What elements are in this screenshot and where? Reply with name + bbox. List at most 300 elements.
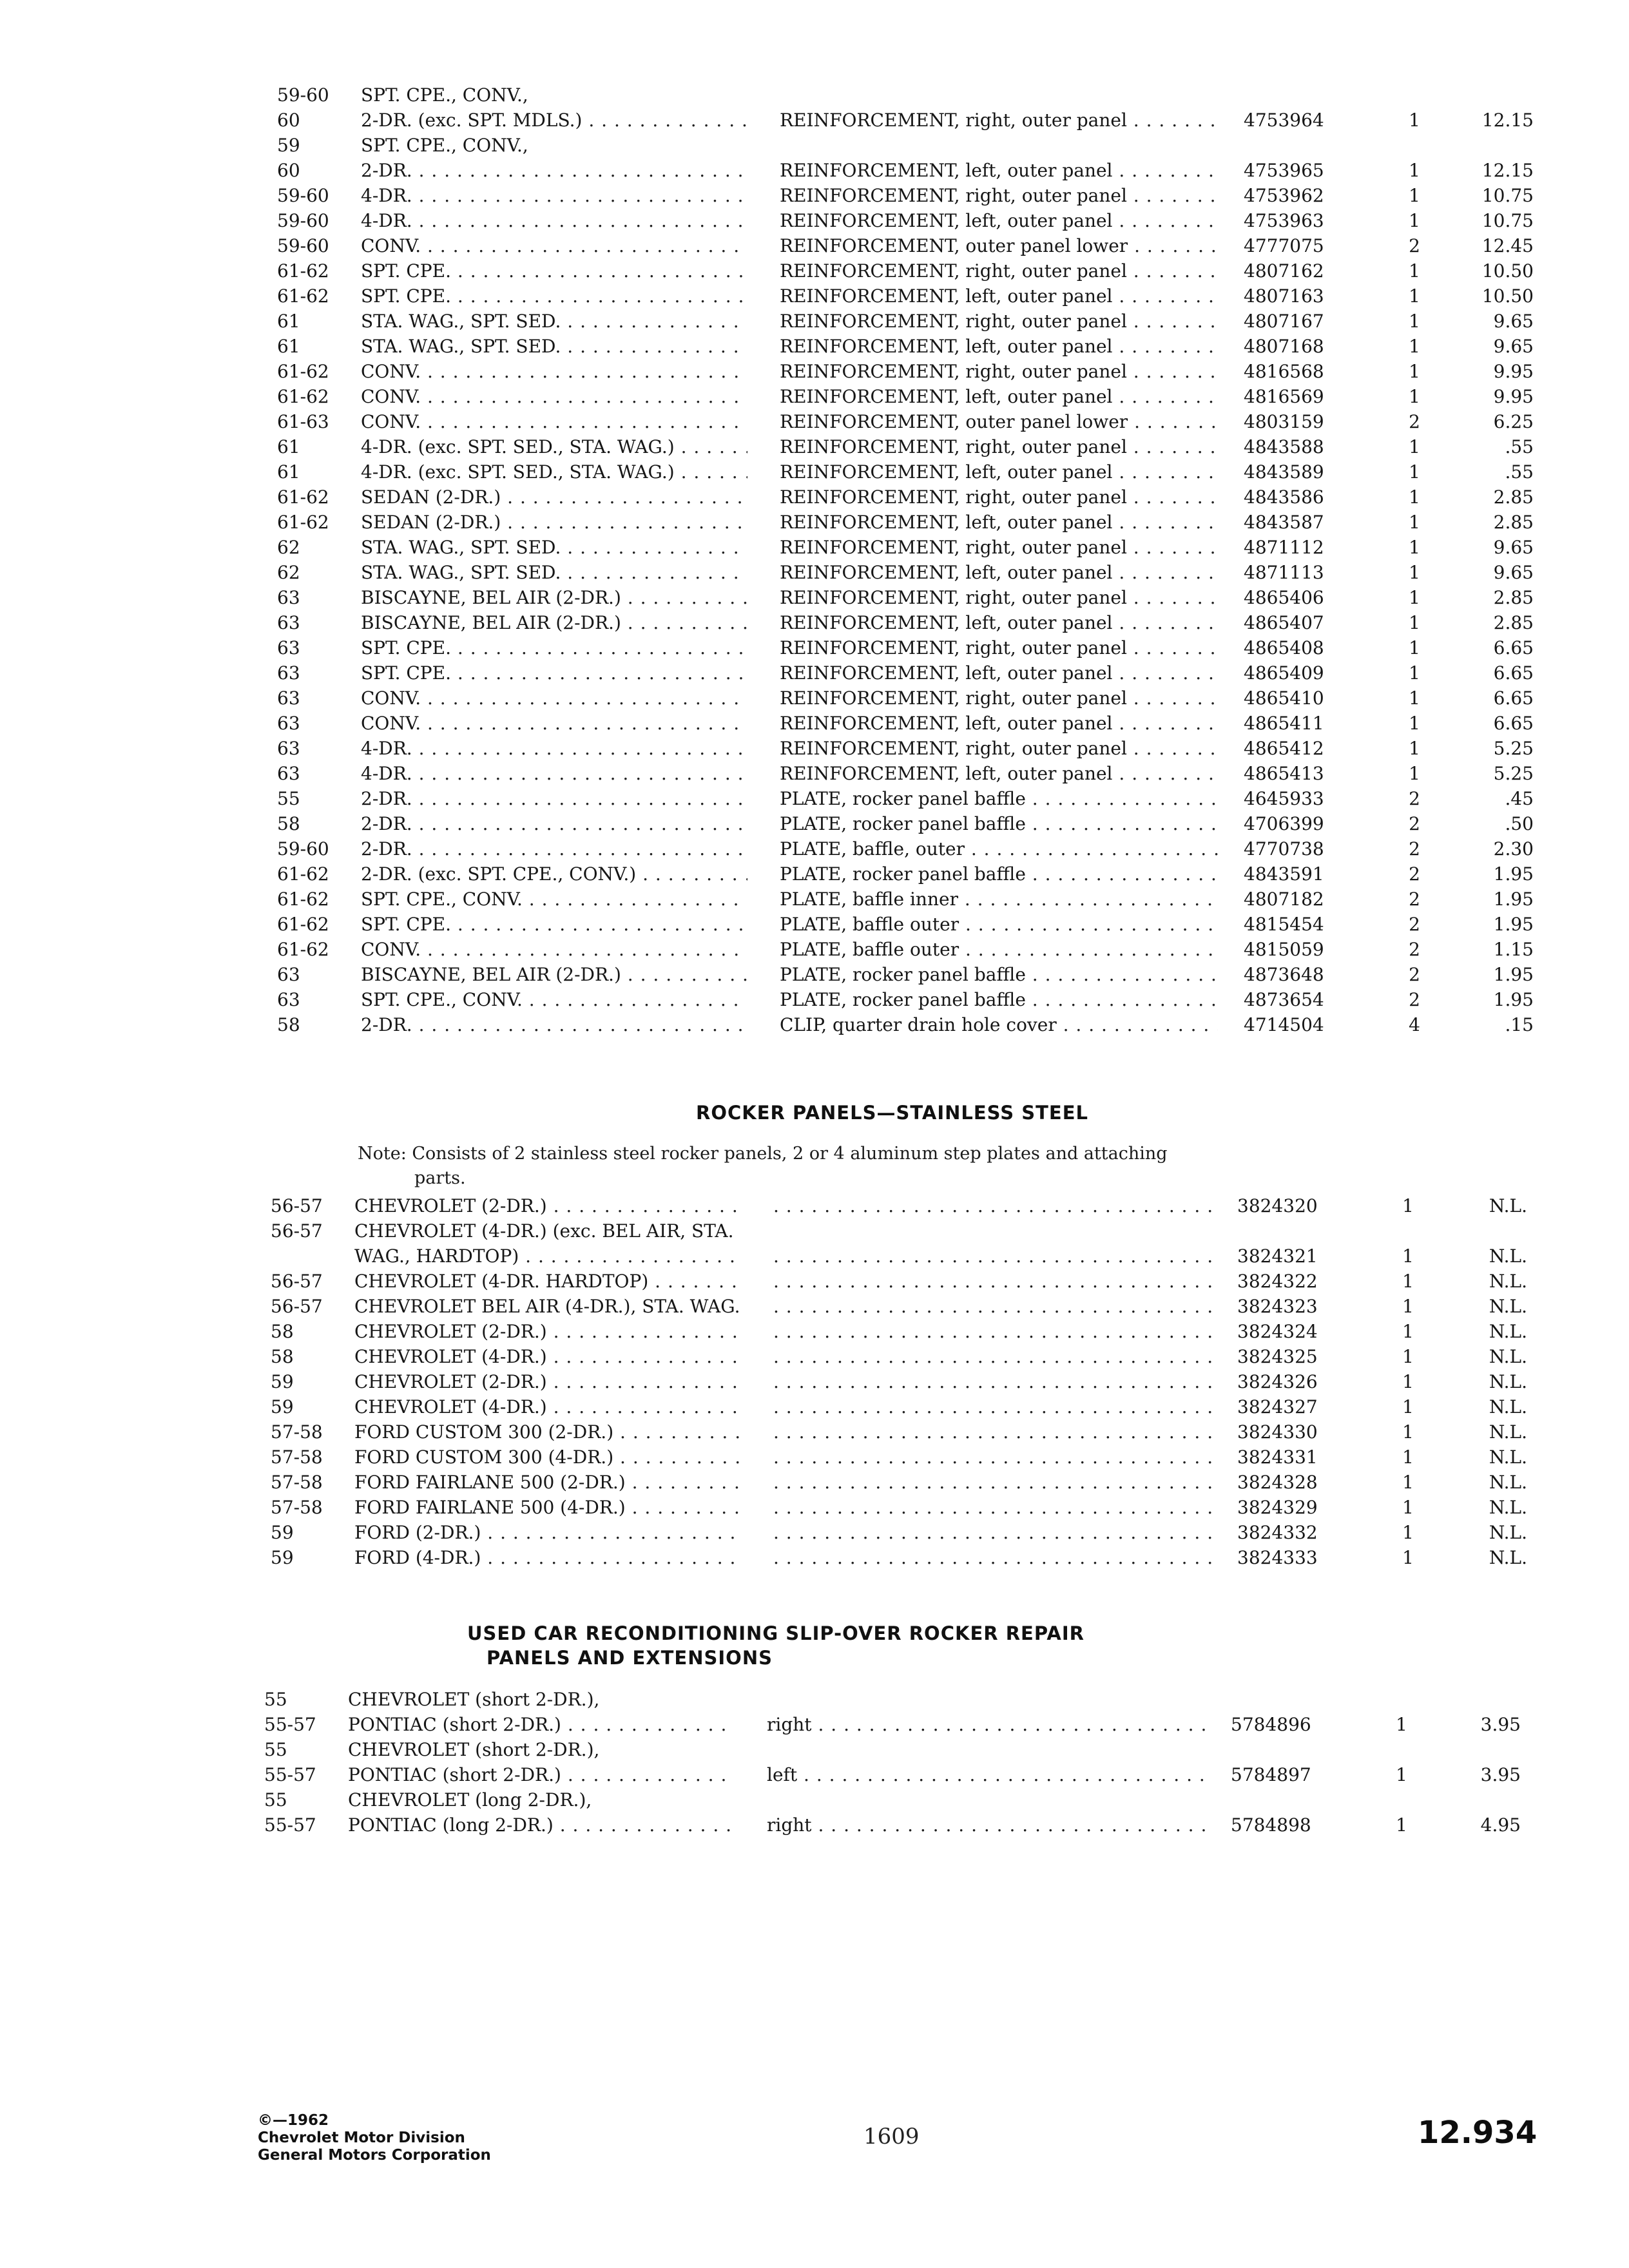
description-cell: REINFORCEMENT, right, outer panel . . . <box>780 485 1218 510</box>
description-cell: PLATE, baffle inner . . . <box>780 887 1218 912</box>
model-cell: CHEVROLET (4-DR. HARDTOP) . . . <box>354 1269 741 1294</box>
model-cell: 2-DR. . . . <box>361 158 747 183</box>
description-cell: REINFORCEMENT, left, outer panel . . . <box>780 384 1218 409</box>
model-cell: SPT. CPE., CONV. . . . <box>361 887 747 912</box>
year-cell: 63 <box>277 738 300 759</box>
description-cell: REINFORCEMENT, right, outer panel . . . <box>780 585 1218 610</box>
description-cell <box>773 1394 1211 1419</box>
part-number-cell: 5784898 <box>1231 1814 1311 1836</box>
quantity-cell: 1 <box>1409 260 1420 282</box>
description-cell: REINFORCEMENT, left, outer panel . . . <box>780 284 1218 309</box>
table-row <box>277 610 1534 635</box>
quantity-cell: 1 <box>1396 1764 1407 1785</box>
table-row <box>271 1545 1527 1570</box>
model-cell: CONV. . . . <box>361 711 747 736</box>
table-row <box>271 1294 1527 1319</box>
description-cell: REINFORCEMENT, right, outer panel . . . <box>780 258 1218 284</box>
model-cell: BISCAYNE, BEL AIR (2-DR.) . . . <box>361 610 747 635</box>
table-row <box>277 786 1534 811</box>
price-cell: 10.75 <box>1481 210 1534 231</box>
model-cell: BISCAYNE, BEL AIR (2-DR.) . . . <box>361 962 747 987</box>
model-cell: BISCAYNE, BEL AIR (2-DR.) . . . <box>361 585 747 610</box>
model-cell: 4-DR. . . . <box>361 208 747 233</box>
publisher-block <box>258 2112 491 2164</box>
table-row <box>277 434 1534 459</box>
quantity-cell: 1 <box>1402 1446 1414 1468</box>
quantity-cell: 1 <box>1409 285 1420 307</box>
part-number-cell: 4843586 <box>1244 486 1324 508</box>
price-cell: 2.85 <box>1493 486 1534 508</box>
quantity-cell: 1 <box>1396 1814 1407 1836</box>
model-cell: FORD FAIRLANE 500 (4-DR.) . . . <box>354 1495 741 1520</box>
table-row <box>271 1394 1527 1419</box>
copyright: ©—1962 <box>258 2112 329 2129</box>
part-number-cell: 4871112 <box>1244 537 1324 558</box>
description-cell: PLATE, rocker panel baffle . . . <box>780 811 1218 836</box>
year-cell: 55 <box>264 1689 287 1710</box>
description-cell: PLATE, baffle outer . . . <box>780 912 1218 937</box>
part-number-cell: 4807167 <box>1244 311 1324 332</box>
part-number-cell: 3824331 <box>1237 1446 1318 1468</box>
model-cell: STA. WAG., SPT. SED. . . . <box>361 309 747 334</box>
year-cell: 63 <box>277 687 300 709</box>
division-name: Chevrolet Motor Division <box>258 2129 465 2146</box>
price-cell: 2.85 <box>1493 612 1534 633</box>
quantity-cell: 1 <box>1409 336 1420 357</box>
table-row <box>277 510 1534 535</box>
part-number-cell: 4770738 <box>1244 838 1324 860</box>
year-cell: 55-57 <box>264 1764 316 1785</box>
table-row <box>271 1319 1527 1344</box>
year-cell: 58 <box>271 1321 294 1342</box>
description-cell: REINFORCEMENT, right, outer panel . . . <box>780 686 1218 711</box>
price-cell: N.L. <box>1489 1472 1527 1493</box>
table-row <box>271 1344 1527 1369</box>
price-cell: 2.30 <box>1493 838 1534 860</box>
quantity-cell: 1 <box>1409 386 1420 407</box>
year-cell: 57-58 <box>271 1497 323 1518</box>
table-row <box>277 811 1534 836</box>
description-cell: REINFORCEMENT, right, outer panel . . . <box>780 108 1218 133</box>
year-cell: 61-62 <box>277 863 329 885</box>
model-cell: 2-DR. . . . <box>361 786 747 811</box>
description-cell: REINFORCEMENT, outer panel lower . . . <box>780 409 1218 434</box>
table-row <box>277 635 1534 660</box>
table-row <box>264 1812 1521 1838</box>
year-cell: 63 <box>277 989 300 1010</box>
price-cell: 5.25 <box>1493 763 1534 784</box>
year-cell: 63 <box>277 587 300 608</box>
part-number-cell: 4807182 <box>1244 889 1324 910</box>
part-number-cell: 4706399 <box>1244 813 1324 834</box>
table-row <box>277 560 1534 585</box>
model-cell: CONV. . . . <box>361 359 747 384</box>
part-number-cell: 4865411 <box>1244 713 1324 734</box>
year-cell: 59-60 <box>277 84 329 106</box>
table-row <box>277 887 1534 912</box>
price-cell: 1.95 <box>1493 989 1534 1010</box>
table-row <box>277 183 1534 208</box>
table-row <box>264 1762 1521 1787</box>
price-cell: N.L. <box>1489 1321 1527 1342</box>
model-cell: CHEVROLET BEL AIR (4-DR.), STA. WAG. <box>354 1296 740 1317</box>
quantity-cell: 1 <box>1409 687 1420 709</box>
part-number-cell: 4803159 <box>1244 411 1324 432</box>
model-cell: CHEVROLET (2-DR.) . . . <box>354 1193 741 1218</box>
year-cell: 61-62 <box>277 486 329 508</box>
price-cell: .55 <box>1505 436 1534 457</box>
model-cell: FORD CUSTOM 300 (4-DR.) . . . <box>354 1445 741 1470</box>
quantity-cell: 1 <box>1409 160 1420 181</box>
description-cell: REINFORCEMENT, right, outer panel . . . <box>780 309 1218 334</box>
model-cell: CONV. . . . <box>361 409 747 434</box>
year-cell: 61-62 <box>277 285 329 307</box>
description-cell: PLATE, rocker panel baffle . . . <box>780 861 1218 887</box>
table-row <box>271 1193 1527 1218</box>
model-cell: 4-DR. . . . <box>361 736 747 761</box>
part-number-cell: 3824324 <box>1237 1321 1318 1342</box>
quantity-cell: 1 <box>1402 1321 1414 1342</box>
table-row <box>277 962 1534 987</box>
part-number-cell: 3824328 <box>1237 1472 1318 1493</box>
quantity-cell: 1 <box>1409 110 1420 131</box>
price-cell: N.L. <box>1489 1346 1527 1367</box>
year-cell: 59-60 <box>277 210 329 231</box>
table-row <box>277 987 1534 1012</box>
quantity-cell: 1 <box>1402 1296 1414 1317</box>
description-cell <box>773 1520 1211 1545</box>
description-cell: REINFORCEMENT, right, outer panel . . . <box>780 359 1218 384</box>
year-cell: 58 <box>277 1014 300 1035</box>
price-cell: 6.25 <box>1493 411 1534 432</box>
price-cell: 6.65 <box>1493 713 1534 734</box>
model-cell: FORD (4-DR.) . . . <box>354 1545 741 1570</box>
price-cell: N.L. <box>1489 1371 1527 1392</box>
table-row <box>277 258 1534 284</box>
year-cell: 59 <box>277 135 300 156</box>
table-row <box>277 836 1534 861</box>
table-row <box>264 1787 1489 1812</box>
year-cell: 58 <box>277 813 300 834</box>
part-number-cell: 4865406 <box>1244 587 1324 608</box>
table-row <box>271 1218 1495 1244</box>
model-cell: 2-DR. . . . <box>361 836 747 861</box>
table-row <box>271 1269 1527 1294</box>
price-cell: N.L. <box>1489 1195 1527 1216</box>
price-cell: N.L. <box>1489 1446 1527 1468</box>
part-number-cell: 4865412 <box>1244 738 1324 759</box>
part-number-cell: 3824333 <box>1237 1547 1318 1568</box>
part-number-cell: 4843591 <box>1244 863 1324 885</box>
note-line-1: Note: Consists of 2 stainless steel rocker panels, 2 or 4 aluminum step plates and attaching <box>358 1144 1168 1164</box>
model-cell: CHEVROLET (long 2-DR.), <box>348 1789 592 1811</box>
description-cell <box>773 1495 1211 1520</box>
part-number-cell: 3824323 <box>1237 1296 1318 1317</box>
price-cell: N.L. <box>1489 1271 1527 1292</box>
part-number-cell: 4865408 <box>1244 637 1324 658</box>
table-row <box>271 1470 1527 1495</box>
section-number: 12.934 <box>1418 2115 1537 2151</box>
model-cell: CHEVROLET (2-DR.) . . . <box>354 1369 741 1394</box>
part-number-cell: 4865409 <box>1244 662 1324 684</box>
quantity-cell: 1 <box>1402 1245 1414 1267</box>
model-cell: CONV. . . . <box>361 937 747 962</box>
part-number-cell: 4843587 <box>1244 512 1324 533</box>
model-cell: 4-DR. (exc. SPT. SED., STA. WAG.) . . . <box>361 459 747 485</box>
table-row <box>271 1369 1527 1394</box>
table-row <box>264 1687 1489 1712</box>
model-cell: SPT. CPE. . . . <box>361 258 747 284</box>
model-cell: SEDAN (2-DR.) . . . <box>361 510 747 535</box>
part-number-cell: 4807163 <box>1244 285 1324 307</box>
table-row <box>277 384 1534 409</box>
description-cell <box>773 1419 1211 1445</box>
year-cell: 61-62 <box>277 361 329 382</box>
model-cell: PONTIAC (short 2-DR.) . . . <box>348 1762 735 1787</box>
table-row <box>277 208 1534 233</box>
table-row <box>277 409 1534 434</box>
description-cell <box>773 1545 1211 1570</box>
year-cell: 59 <box>271 1396 294 1418</box>
description-cell: REINFORCEMENT, right, outer panel . . . <box>780 434 1218 459</box>
year-cell: 63 <box>277 637 300 658</box>
year-cell: 55 <box>264 1789 287 1811</box>
description-cell: PLATE, rocker panel baffle . . . <box>780 786 1218 811</box>
note-line-2: parts. <box>414 1168 466 1188</box>
part-number-cell: 4816568 <box>1244 361 1324 382</box>
table-row <box>271 1244 1527 1269</box>
year-cell: 59-60 <box>277 235 329 256</box>
quantity-cell: 2 <box>1409 939 1420 960</box>
model-cell: CHEVROLET (4-DR.) (exc. BEL AIR, STA. <box>354 1220 734 1242</box>
quantity-cell: 1 <box>1409 637 1420 658</box>
part-number-cell: 3824320 <box>1237 1195 1318 1216</box>
quantity-cell: 1 <box>1409 436 1420 457</box>
description-cell <box>773 1244 1211 1269</box>
year-cell: 59 <box>271 1547 294 1568</box>
year-cell: 63 <box>277 713 300 734</box>
year-cell: 57-58 <box>271 1421 323 1443</box>
description-cell: REINFORCEMENT, right, outer panel . . . <box>780 183 1218 208</box>
table-row <box>264 1712 1521 1737</box>
year-cell: 61-62 <box>277 512 329 533</box>
part-number-cell: 3824332 <box>1237 1522 1318 1543</box>
table-row <box>277 485 1534 510</box>
quantity-cell: 1 <box>1402 1547 1414 1568</box>
price-cell: 3.95 <box>1480 1764 1521 1785</box>
model-cell: CHEVROLET (4-DR.) . . . <box>354 1394 741 1419</box>
description-cell: PLATE, rocker panel baffle . . . <box>780 987 1218 1012</box>
model-cell: 2-DR. . . . <box>361 1012 747 1037</box>
part-number-cell: 4753965 <box>1244 160 1324 181</box>
price-cell: 12.15 <box>1481 110 1534 131</box>
quantity-cell: 2 <box>1409 813 1420 834</box>
price-cell: .45 <box>1505 788 1534 809</box>
year-cell: 62 <box>277 537 300 558</box>
part-number-cell: 3824327 <box>1237 1396 1318 1418</box>
year-cell: 56-57 <box>271 1271 323 1292</box>
description-cell: REINFORCEMENT, right, outer panel . . . <box>780 635 1218 660</box>
description-cell: right . . . <box>767 1812 1205 1838</box>
description-cell <box>773 1319 1211 1344</box>
table-row <box>277 82 1501 108</box>
part-number-cell: 4815059 <box>1244 939 1324 960</box>
table-row <box>277 861 1534 887</box>
price-cell: N.L. <box>1489 1497 1527 1518</box>
price-cell: 1.95 <box>1493 863 1534 885</box>
description-cell <box>773 1193 1211 1218</box>
price-cell: 12.45 <box>1481 235 1534 256</box>
description-cell: PLATE, baffle outer . . . <box>780 937 1218 962</box>
description-cell: left . . . <box>767 1762 1205 1787</box>
part-number-cell: 4873654 <box>1244 989 1324 1010</box>
quantity-cell: 1 <box>1396 1714 1407 1735</box>
model-cell: STA. WAG., SPT. SED. . . . <box>361 560 747 585</box>
description-cell: right . . . <box>767 1712 1205 1737</box>
year-cell: 63 <box>277 662 300 684</box>
model-cell: STA. WAG., SPT. SED. . . . <box>361 334 747 359</box>
quantity-cell: 2 <box>1409 914 1420 935</box>
year-cell: 60 <box>277 160 300 181</box>
model-cell: 4-DR. (exc. SPT. SED., STA. WAG.) . . . <box>361 434 747 459</box>
year-cell: 63 <box>277 763 300 784</box>
price-cell: 10.75 <box>1481 185 1534 206</box>
description-cell: REINFORCEMENT, outer panel lower . . . <box>780 233 1218 258</box>
quantity-cell: 1 <box>1409 587 1420 608</box>
model-cell: CONV. . . . <box>361 384 747 409</box>
quantity-cell: 4 <box>1409 1014 1420 1035</box>
quantity-cell: 1 <box>1409 210 1420 231</box>
model-cell: STA. WAG., SPT. SED. . . . <box>361 535 747 560</box>
model-cell: SPT. CPE. . . . <box>361 284 747 309</box>
part-number-cell: 4815454 <box>1244 914 1324 935</box>
year-cell: 56-57 <box>271 1296 323 1317</box>
quantity-cell: 1 <box>1402 1522 1414 1543</box>
year-cell: 57-58 <box>271 1472 323 1493</box>
slip-over-table <box>264 1687 1521 1838</box>
year-cell: 61-62 <box>277 386 329 407</box>
table-row <box>277 585 1534 610</box>
table-row <box>277 158 1534 183</box>
quantity-cell: 2 <box>1409 838 1420 860</box>
model-cell: CHEVROLET (4-DR.) . . . <box>354 1344 741 1369</box>
part-number-cell: 4753962 <box>1244 185 1324 206</box>
quantity-cell: 1 <box>1409 713 1420 734</box>
table-row <box>277 233 1534 258</box>
description-cell: REINFORCEMENT, left, outer panel . . . <box>780 711 1218 736</box>
year-cell: 59-60 <box>277 185 329 206</box>
quantity-cell: 1 <box>1409 185 1420 206</box>
table-row <box>271 1445 1527 1470</box>
model-cell: SPT. CPE., CONV., <box>361 135 528 156</box>
rocker-panels-note <box>358 1142 1168 1191</box>
quantity-cell: 1 <box>1409 486 1420 508</box>
rocker-panels-table <box>271 1193 1527 1570</box>
description-cell <box>773 1269 1211 1294</box>
price-cell: 9.95 <box>1493 361 1534 382</box>
corporation-name: General Motors Corporation <box>258 2147 491 2164</box>
quantity-cell: 1 <box>1402 1396 1414 1418</box>
part-number-cell: 4843588 <box>1244 436 1324 457</box>
part-number-cell: 3824322 <box>1237 1271 1318 1292</box>
model-cell: CONV. . . . <box>361 686 747 711</box>
table-row <box>271 1520 1527 1545</box>
price-cell: 9.65 <box>1493 336 1534 357</box>
table-row <box>277 535 1534 560</box>
year-cell: 63 <box>277 612 300 633</box>
model-cell: FORD (2-DR.) . . . <box>354 1520 741 1545</box>
year-cell: 55 <box>264 1739 287 1760</box>
part-number-cell: 4807162 <box>1244 260 1324 282</box>
quantity-cell: 2 <box>1409 235 1420 256</box>
model-cell: SPT. CPE. . . . <box>361 660 747 686</box>
year-cell: 61 <box>277 436 300 457</box>
part-number-cell: 4873648 <box>1244 964 1324 985</box>
part-number-cell: 4777075 <box>1244 235 1324 256</box>
quantity-cell: 1 <box>1402 1421 1414 1443</box>
table-row <box>277 711 1534 736</box>
quantity-cell: 1 <box>1402 1472 1414 1493</box>
model-cell: 4-DR. . . . <box>361 183 747 208</box>
part-number-cell: 3824330 <box>1237 1421 1318 1443</box>
model-cell: SPT. CPE., CONV. . . . <box>361 987 747 1012</box>
price-cell: 10.50 <box>1481 260 1534 282</box>
table-row <box>277 359 1534 384</box>
table-row <box>277 937 1534 962</box>
price-cell: 6.65 <box>1493 637 1534 658</box>
price-cell: 6.65 <box>1493 662 1534 684</box>
quantity-cell: 1 <box>1402 1346 1414 1367</box>
quantity-cell: 1 <box>1409 537 1420 558</box>
slip-over-heading-line-2: PANELS AND EXTENSIONS <box>487 1647 773 1669</box>
model-cell: 2-DR. (exc. SPT. MDLS.) . . . <box>361 108 747 133</box>
description-cell: REINFORCEMENT, left, outer panel . . . <box>780 208 1218 233</box>
description-cell: REINFORCEMENT, left, outer panel . . . <box>780 334 1218 359</box>
table-row <box>277 133 1501 158</box>
description-cell <box>773 1344 1211 1369</box>
year-cell: 60 <box>277 110 300 131</box>
part-number-cell: 4714504 <box>1244 1014 1324 1035</box>
table-row <box>264 1737 1489 1762</box>
description-cell: REINFORCEMENT, left, outer panel . . . <box>780 660 1218 686</box>
year-cell: 56-57 <box>271 1195 323 1216</box>
model-cell: CHEVROLET (short 2-DR.), <box>348 1739 600 1760</box>
quantity-cell: 2 <box>1409 989 1420 1010</box>
price-cell: N.L. <box>1489 1522 1527 1543</box>
quantity-cell: 1 <box>1409 612 1420 633</box>
model-cell: FORD FAIRLANE 500 (2-DR.) . . . <box>354 1470 741 1495</box>
part-number-cell: 4865407 <box>1244 612 1324 633</box>
quantity-cell: 2 <box>1409 889 1420 910</box>
year-cell: 61 <box>277 461 300 483</box>
year-cell: 59 <box>271 1522 294 1543</box>
price-cell: .55 <box>1505 461 1534 483</box>
quantity-cell: 1 <box>1409 738 1420 759</box>
model-cell: 2-DR. . . . <box>361 811 747 836</box>
part-number-cell: 5784896 <box>1231 1714 1311 1735</box>
model-cell: SEDAN (2-DR.) . . . <box>361 485 747 510</box>
quantity-cell: 2 <box>1409 863 1420 885</box>
part-number-cell: 3824326 <box>1237 1371 1318 1392</box>
year-cell: 55-57 <box>264 1714 316 1735</box>
price-cell: 9.65 <box>1493 311 1534 332</box>
description-cell <box>773 1445 1211 1470</box>
part-number-cell: 3824329 <box>1237 1497 1318 1518</box>
description-cell: REINFORCEMENT, right, outer panel . . . <box>780 736 1218 761</box>
description-cell: REINFORCEMENT, left, outer panel . . . <box>780 610 1218 635</box>
model-cell: 2-DR. (exc. SPT. CPE., CONV.) . . . <box>361 861 747 887</box>
quantity-cell: 1 <box>1409 662 1420 684</box>
